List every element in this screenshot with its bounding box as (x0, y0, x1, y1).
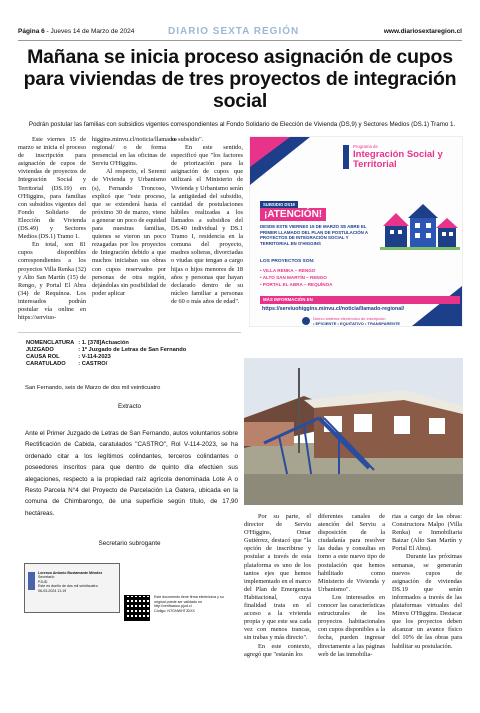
legal-extract-title: Extracto (117, 403, 142, 410)
poster-attention-banner: ¡ATENCIÓN! (260, 208, 326, 221)
poster-program-label: Programa de (353, 144, 378, 149)
legal-notice (18, 332, 241, 692)
article-paragraph: rias a cargo de las obras: Constructora Malpo (Villa Renka) e Inmobiliaria Baizar (Alto San Martín y Portal El Abra). (392, 513, 462, 553)
playground-photo (244, 358, 463, 505)
article-column-3 (171, 136, 243, 306)
qr-code-icon (124, 595, 150, 621)
legal-signer-title: Secretario subrogante (98, 540, 161, 547)
article-paragraph: higgins.minvu.cl/noticia/llamado-regional/ o de forma presencial en las oficinas de Serviu O'Higgins. (92, 136, 178, 168)
qr-validation-text: Este documento tiene firma electrónica y su original puede ser validado en http://verificadoc.pjud.cl Código: NTGNWHTJDXX (154, 595, 224, 613)
table-row: NOMENCLATURA : 1. [378]Actuación (26, 340, 129, 346)
poster-subsidy-badge: SUBSIDIO DS19 (260, 201, 298, 208)
article-paragraph: Al respecto, el Seremi de Vivienda y Urbanismo (s), Fernando Troncoso, explicó que "este proceso, que se extenderá hasta el próximo 30 de marzo, viene a generar un poco de equidad para nuestras familias, quienes se vieron un poco rezagadas por los proyectos de Integración debido a que muchos iniciaban sus obras con cupos reservados por personas de otra región, dejándolas sin posibilidad de poder aplicar (92, 168, 166, 297)
poster-program-title: Integración Social y Territorial (353, 149, 443, 170)
article-paragraph: En este sentido, especificó que "los factores de priorización para la asignación de cupos que utilizará el Ministerio de Vivienda y Urbanismo serán la antigüedad del subsidio, cantidad de postulaciones hábiles realizadas a los llamados a subsidios del DS.40 individual y DS.1 Tramo I, residencia en la comuna del proyecto, madres solteras, divorciadas o viudas que tengan a cargo hijas o hijos menores de 18 años y personas que hayan declarado dentro de su núcleo familiar a personas de 60 o más años de edad". (171, 144, 243, 305)
page-date: - Jueves 14 de Marzo de 2024 (44, 28, 135, 35)
article-paragraph: Los interesados en conocer las características estructurales de los proyectos habitacionales con cupos disponibles a la fecha, pueden ingresar directamente a las páginas web de las inmobilia- (318, 593, 385, 658)
table-row: JUZGADO : 1º Juzgado de Letras de San Fernando (26, 347, 187, 353)
poster-projects-title: LOS PROYECTOS SON: (260, 259, 315, 264)
article-subhead: Podrán postular las familias con subsidios vigentes correspondientes al Fondo Solidario de Elección de Vivienda (DS,9) y Sectores Medios (DS.1) Tramo 1. (28, 121, 456, 128)
electronic-signature-box (24, 563, 120, 613)
page-header (18, 27, 462, 41)
table-row: CAUSA ROL : V-114-2023 (26, 354, 111, 360)
poster-project-item: • VILLA RENKA – RENGO (260, 268, 316, 273)
newspaper-masthead: DIARIO SEXTA REGIÓN (168, 26, 300, 37)
poster-project-item: • PORTAL EL ABRA – REQUÍNOA (260, 282, 333, 287)
legal-place-date: San Fernando, seis de Marzo de dos mil veinticuatro (25, 385, 161, 391)
article-column-4 (244, 513, 311, 659)
article-paragraph: su subsidio". (171, 136, 204, 143)
poster-project-item: • ALTO SAN MARTÍN – RENGO (260, 275, 327, 280)
article-paragraph: En este contexto, agregó que "estarán los (244, 642, 311, 658)
program-poster (249, 136, 463, 327)
signature-details: Lorenzo Antonio Bustamante Méndez Secretario PJUD Este es dueño de dos mil veinticuatro 06-03-2024 11:19 (38, 571, 103, 593)
poster-corner-shape (250, 137, 290, 167)
poster-corner-shape (412, 286, 462, 326)
poster-system-title: Nuevo sistema electrónico de inscripción (313, 316, 386, 321)
houses-illustration-icon (380, 197, 460, 257)
poster-projects-list (260, 267, 332, 288)
article-column-1 (18, 136, 86, 322)
article-paragraph: Este viernes 15 de marzo se inicia el proceso de inscripción para asignación de cupos de viviendas de proyectos de Integración Social y Territorial (DS.19) en O'Higgins, para familias con subsidios vigentes del Fondo Solidario de Elección de Vivienda (DS.49) y Sectores Medios (DS.1) Tramo 1. (18, 136, 86, 241)
article-column-6 (392, 513, 462, 651)
case-details-table (26, 340, 190, 368)
article-paragraph: diferentes canales de atención del Serviu a disposición de la ciudadanía para resolver las dudas y consultas en torno a este nuevo tipo de postulación que hemos habilitado como Ministerio de Vivienda y Urbanismo". (318, 513, 385, 593)
article-paragraph: Por su parte, el director de Serviu O'Higgins, Omar Gutiérrez, destacó que "la opción de inscribirse y postular a través de esta plataforma es uno de los tantos ejes que hemos implementado en el marco del Plan de Emergencia Habitacional, cuya finalidad trata en el acceso a la vivienda propia y que este sea cada vez con menos trancas, sin trabas y más directo". (244, 513, 311, 642)
poster-info-label: MÁS INFORMACIÓN EN (260, 296, 460, 304)
table-row: CARATULADO : CASTRO/ (26, 361, 108, 367)
article-paragraph: En total, son 81 cupos disponibles correspondientes a los proyectos Villa Renka (32) y Alto San Martín (15) de Rengo, y Portal El Abra (34) de Requínoa. Los interesados podrán postular vía online en https://serviuo- (18, 241, 86, 322)
poster-info-url: https://serviuohiggins.minvu.cl/noticia/llamado-regional/ (262, 306, 405, 312)
legal-body: Ante el Primer Juzgado de Letras de San Fernando, autos voluntarios sobre Rectificación de Cabida, caratulados "CASTRO", Rol V-114-2023, se ha ordenado citar a los legítimos colindantes, terceros colindantes o poseedores inscritos para que dentro de quinto día efectúen sus alegaciones, respecto a la propiedad raíz agrícola denominada Lote A o Resto Parcela N°4 del Proyecto de Parcelación La Gatera, ubicada en la comuna de Chimbarongo, de una superficie según título, de 17,90 hectáreas. (25, 430, 238, 517)
article-headline: Mañana se inicia proceso asignación de cupos para viviendas de tres proyectos de integración social (23, 46, 457, 112)
program-logo-icon (343, 145, 349, 169)
article-paragraph: Durante las próximas semanas, se generarán nuevos cupos de asignación de viviendas DS.19 que serán informados a través de las plataformas virtuales del Minvu O'Higgins. Destacar que los proyectos deben alcanzar un avance físico del 10% de las obras para habilitar su postulación. (392, 553, 462, 650)
page-number: Página 6 - Jueves 14 de Marzo de 2024 (18, 28, 135, 35)
newspaper-url: www.diariosextaregion.cl (383, 28, 462, 35)
poster-description: DESDE ESTE VIERNES 15 DE MARZO SE ABRE EL PRIMER LLAMADO DEL PLAN DE POSTULACIÓN A PROYECTOS DE INTEGRACIÓN SOCIAL Y TERRITORIAL EN O'HIGGINS (260, 224, 368, 246)
article-column-5 (318, 513, 385, 659)
poster-system-tags: • EFICIENTE • EQUITATIVO • TRANSPARENTE (313, 321, 401, 326)
signature-stamp-icon (28, 572, 35, 590)
system-logo-icon (302, 317, 310, 325)
article-column-2 (92, 136, 178, 298)
